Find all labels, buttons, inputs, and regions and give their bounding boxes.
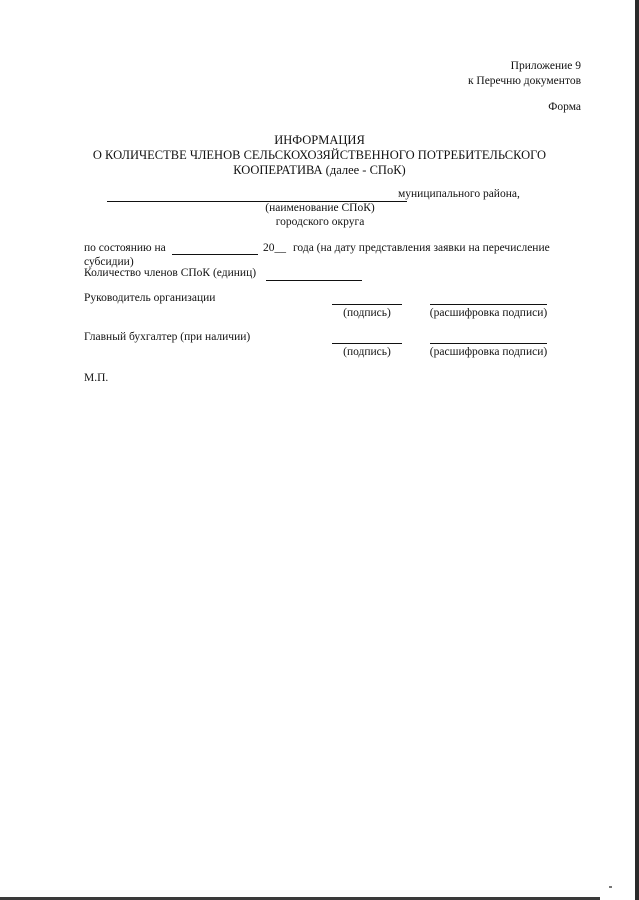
status-date-field[interactable] [172, 254, 258, 255]
hint-cooperative-name: (наименование СПоК) [265, 202, 375, 214]
appendix-reference: к Перечню документов [467, 75, 581, 87]
hint-city-district: городского округа [275, 216, 365, 228]
title-heading: ИНФОРМАЦИЯ [274, 133, 365, 147]
status-description-cont: субсидии) [84, 256, 134, 268]
signature-role-head: Руководитель организации [84, 292, 216, 304]
signature-hint: (подпись) [343, 307, 391, 319]
municipality-suffix: муниципального района, [398, 188, 520, 200]
status-year: 20__ [263, 242, 286, 254]
scan-edge-right [635, 0, 639, 900]
scan-speck [609, 886, 612, 888]
head-signature-field[interactable] [332, 304, 402, 305]
members-count-field[interactable] [266, 280, 362, 281]
form-label: Форма [548, 101, 581, 113]
signature-hint: (подпись) [343, 346, 391, 358]
signature-role-accountant: Главный бухгалтер (при наличии) [84, 331, 251, 343]
accountant-signature-decode-field[interactable] [430, 343, 547, 344]
accountant-signature-field[interactable] [332, 343, 402, 344]
status-prefix: по состоянию на [84, 242, 166, 254]
title-subject: О КОЛИЧЕСТВЕ ЧЛЕНОВ СЕЛЬСКОХОЗЯЙСТВЕННОГО ПОТРЕБИТЕЛЬСКОГО [92, 148, 547, 162]
head-signature-decode-field[interactable] [430, 304, 547, 305]
signature-decode-hint: (расшифровка подписи) [429, 307, 548, 319]
status-description: года (на дату представления заявки на перечисление [293, 242, 550, 254]
signature-decode-hint: (расшифровка подписи) [429, 346, 548, 358]
stamp-place: М.П. [84, 372, 109, 384]
title-subject-cont: КООПЕРАТИВА (далее - СПоК) [233, 163, 406, 177]
members-count-label: Количество членов СПоК (единиц) [84, 267, 257, 279]
appendix-number: Приложение 9 [510, 60, 581, 72]
